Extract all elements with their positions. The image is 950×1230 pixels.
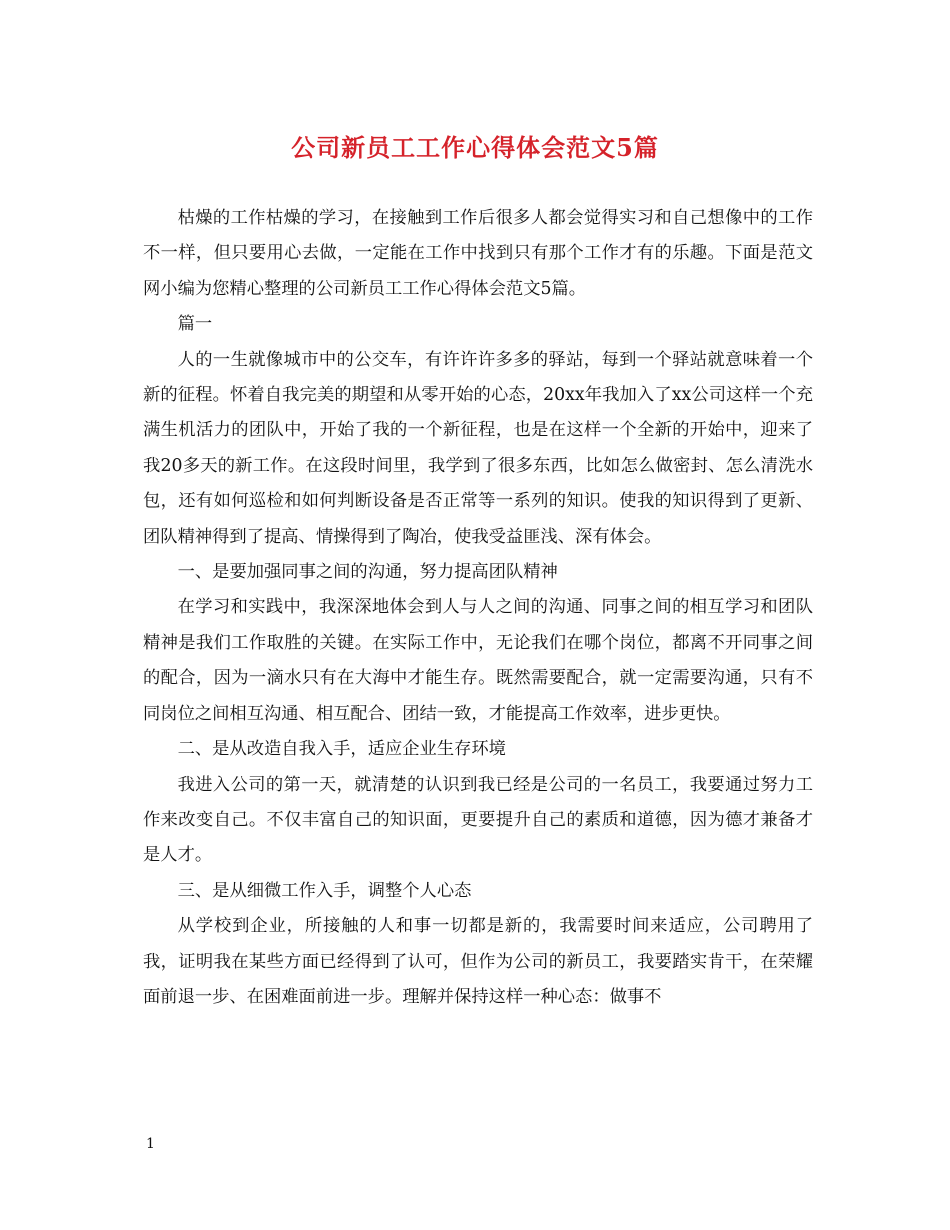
document-body bbox=[143, 201, 813, 1015]
body-paragraph: 从学校到企业，所接触的人和事一切都是新的，我需要时间来适应，公司聘用了我，证明我在某些方面已经得到了认可，但作为公司的新员工，我要踏实肯干，在荣耀面前退一步、在困难面前进一步。理解并保持这样一种心态：做事不 bbox=[143, 916, 813, 1007]
section-heading: 一、是要加强同事之间的沟通，努力提高团队精神 bbox=[177, 562, 558, 583]
body-paragraph: 人的一生就像城市中的公交车，有许许许多多的驿站，每到一个驿站就意味着一个新的征程。怀着自我完美的期望和从零开始的心态，20xx年我加入了xx公司这样一个充满生机活力的团队中，开始了我的一个新征程，也是在这样一个全新的开始中，迎来了我20多天的新工作。在这段时间里，我学到了很多东西，比如怎么做密封、怎么清洗水包，还有如何巡检和如何判断设备是否正常等一系列的知识。使我的知识得到了更新、团队精神得到了提高、情操得到了陶冶，使我受益匪浅、深有体会。 bbox=[143, 349, 813, 547]
body-paragraph: 我进入公司的第一天，就清楚的认识到我已经是公司的一名员工，我要通过努力工作来改变自己。不仅丰富自己的知识面，更要提升自己的素质和道德，因为德才兼备才是人才。 bbox=[143, 774, 813, 866]
intro-paragraph: 枯燥的工作枯燥的学习，在接触到工作后很多人都会觉得实习和自己想像中的工作不一样，但只要用心去做，一定能在工作中找到只有那个工作才有的乐趣。下面是范文网小编为您精心整理的公司新员工工作心得体会范文5篇。 bbox=[143, 208, 813, 299]
section-label: 篇一 bbox=[177, 314, 213, 335]
document-title: 公司新员工工作心得体会范文5篇 bbox=[291, 133, 659, 162]
page-number: 1 bbox=[146, 1136, 155, 1152]
section-heading: 二、是从改造自我入手，适应企业生存环境 bbox=[177, 739, 506, 760]
section-heading: 三、是从细微工作入手，调整个人心态 bbox=[177, 880, 472, 901]
body-paragraph: 在学习和实践中，我深深地体会到人与人之间的沟通、同事之间的相互学习和团队精神是我们工作取胜的关键。在实际工作中，无论我们在哪个岗位，都离不开同事之间的配合，因为一滴水只有在大海中才能生存。既然需要配合，就一定需要沟通，只有不同岗位之间相互沟通、相互配合、团结一致，才能提高工作效率，进步更快。 bbox=[143, 597, 813, 724]
